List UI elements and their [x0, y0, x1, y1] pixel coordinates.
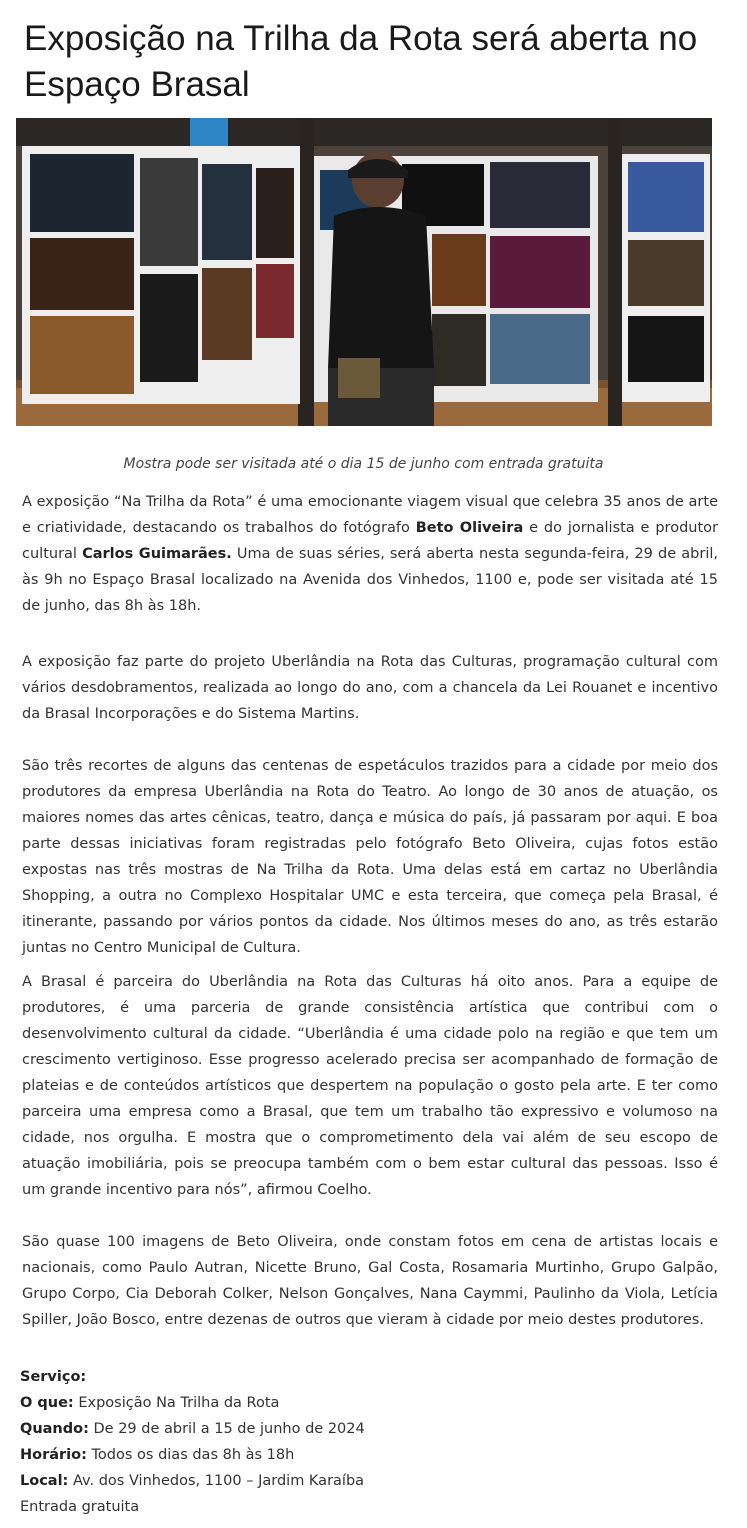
paragraph-intro-text-1: A exposição “Na Trilha da Rota” é uma emocionante viagem visual que celebra 35 anos de arte e criatividade, destacando os trabalhos do fotógrafo: [22, 494, 718, 536]
paragraph-intro-text-2: e do jornalista e produtor cultural: [22, 520, 718, 562]
service-hours: [20, 1442, 294, 1468]
paragraph-project: A exposição faz parte do projeto Uberlândia na Rota das Culturas, programação cultural com vários desdobramentos, realizada ao longo do ano, com a chancela da Lei Rouanet e incentivo da Brasal Incorporações e do Sistema Martins.: [22, 654, 718, 722]
service-hours-value: Todos os dias das 8h às 18h: [86, 1447, 295, 1463]
service-place-value: Av. dos Vinhedos, 1100 – Jardim Karaíba: [68, 1473, 365, 1489]
photo-caption: Mostra pode ser visitada até o dia 15 de junho com entrada gratuita: [123, 456, 604, 472]
paragraph-intro: [22, 489, 718, 619]
journalist-name: Carlos Guimarães.: [82, 546, 232, 562]
service-hours-label: Horário:: [20, 1447, 87, 1463]
exhibition-photo-illustration: [16, 118, 712, 426]
service-what: [20, 1390, 279, 1416]
service-what-label: O que:: [20, 1395, 74, 1411]
service-place-label: Local:: [20, 1473, 69, 1489]
paragraph-intro-text-3: Uma de suas séries, será aberta nesta segunda-feira, 29 de abril, às 9h no Espaço Brasal localizado na Avenida dos Vinhedos, 1100 e, pode ser visitada até 15 de junho, das 8h às 18h.: [22, 546, 719, 614]
service-place: [20, 1468, 364, 1494]
paragraph-images: São quase 100 imagens de Beto Oliveira, onde constam fotos em cena de artistas locais e nacionais, como Paulo Autran, Nicette Bruno, Gal Costa, Rosamaria Murtinho, Grupo Galpão, Grupo Corpo, Cia Deborah Colker, Nelson Gonçalves, Nana Caymmi, Paulinho da Viola, Letícia Spiller, João Bosco, entre dezenas de outros que vieram à cidade por meio destes produtores.: [22, 1234, 718, 1328]
service-when-label: Quando:: [20, 1421, 89, 1437]
exhibition-photo: [16, 118, 712, 426]
service-when: [20, 1416, 365, 1442]
service-heading: [20, 1364, 86, 1390]
service-entry: Entrada gratuita: [20, 1499, 140, 1515]
service-what-value: Exposição Na Trilha da Rota: [73, 1395, 280, 1411]
service-heading-label: Serviço:: [20, 1369, 87, 1385]
photographer-name: Beto Oliveira: [415, 520, 524, 536]
paragraph-partnership: A Brasal é parceira do Uberlândia na Rota das Culturas há oito anos. Para a equipe de produtores, é uma parceria de grande consistência artística que contribui com o desenvolvimento cultural da cidade. “Uberlândia é uma cidade polo na região e que tem um crescimento vertiginoso. Esse progresso acelerado precisa ser acompanhado de formação de plateias e de conteúdos artísticos que despertem na população o gosto pela arte. E ter como parceira uma empresa como a Brasal, que tem um trabalho tão expressivo e volumoso na cidade, nos orgulha. E mostra que o comprometimento dela vai além de seu escopo de atuação imobiliária, pois se preocupa também com o bem estar cultural das pessoas. Isso é um grande incentivo para nós”, afirmou Coelho.: [22, 974, 718, 1198]
paragraph-producers: São três recortes de alguns das centenas de espetáculos trazidos para a cidade por meio dos produtores da empresa Uberlândia na Rota do Teatro. Ao longo de 30 anos de atuação, os maiores nomes das artes cênicas, teatro, dança e música do país, já passaram por aqui. E boa parte dessas iniciativas foram registradas pelo fotógrafo Beto Oliveira, cujas fotos estão expostas nas três mostras de Na Trilha da Rota. Uma delas está em cartaz no Uberlândia Shopping, a outra no Complexo Hospitalar UMC e esta terceira, que começa pela Brasal, é itinerante, passando por vários pontos da cidade. Nos últimos meses do ano, as três estarão juntas no Centro Municipal de Cultura.: [22, 758, 718, 956]
service-when-value: De 29 de abril a 15 de junho de 2024: [88, 1421, 365, 1437]
article-title: Exposição na Trilha da Rota será aberta no Espaço Brasal: [24, 19, 698, 104]
